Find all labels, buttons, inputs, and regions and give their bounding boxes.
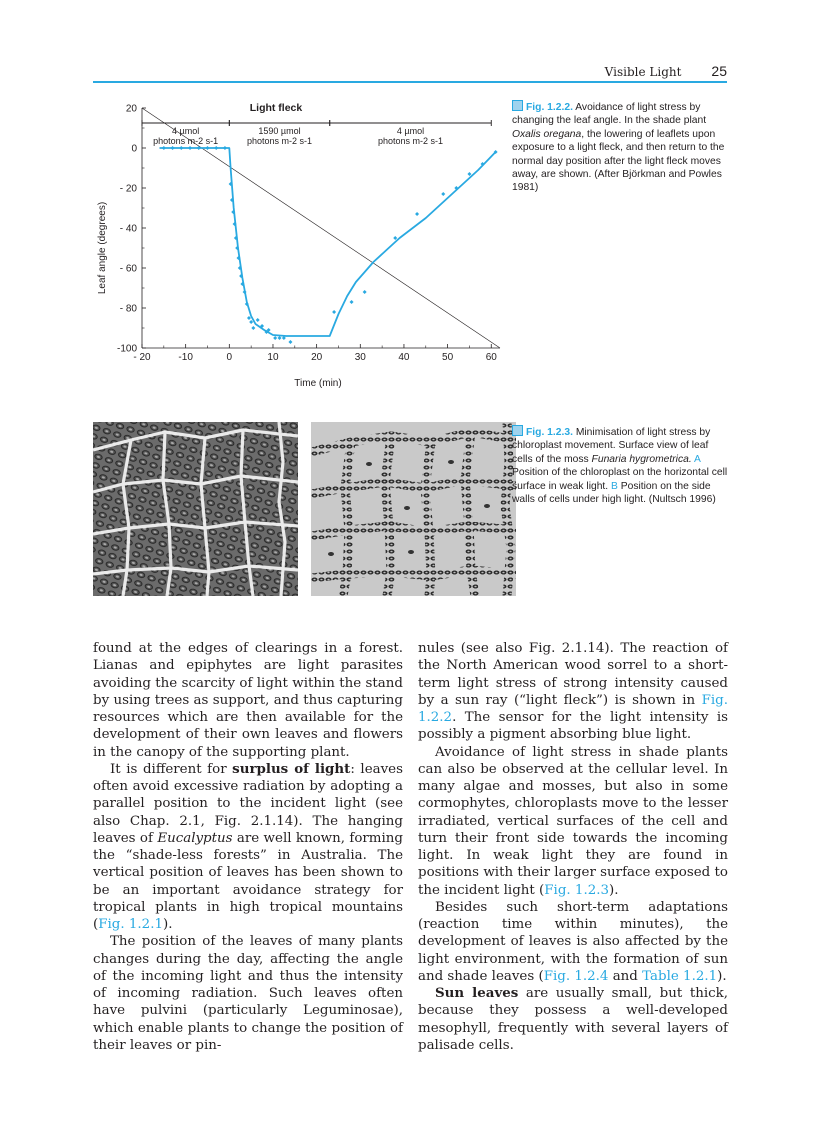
data-point xyxy=(256,318,260,322)
y-tick-label: 0 xyxy=(131,143,137,155)
link-fig-1-2-2[interactable]: Fig. 1.2.2 xyxy=(418,692,728,725)
left-paragraph-3: The position of the leaves of many plants changes during the day, affecting the angle of the incoming light and thus the intensity of incoming radiation. Such leaves often have pulvini (particularly Leguminosae), which enable plants to change the position of their leaves or pin- xyxy=(93,934,403,1053)
fitted-curve xyxy=(160,148,496,336)
data-point xyxy=(247,316,251,320)
period-label-after: 4 µmol xyxy=(396,126,425,136)
link-fig-1-2-1[interactable]: Fig. 1.2.1 xyxy=(98,917,163,932)
left-paragraph-1: found at the edges of clearings in a forest. Lianas and epiphytes are light parasites avoiding the scarcity of light within the stand by using trees as support, and thus capturing resources which are then available for the development of their own leaves and flowers in the canopy of the supporting plant. xyxy=(93,641,403,760)
data-point xyxy=(288,340,292,344)
data-point xyxy=(223,146,227,150)
y-tick-label: 20 xyxy=(125,103,137,115)
link-table-1-2-1[interactable]: Table 1.2.1 xyxy=(642,968,718,984)
data-point xyxy=(481,162,485,166)
right-p3-text-b: ). xyxy=(717,968,727,984)
data-point xyxy=(278,336,282,340)
y-tick-label: - 60 xyxy=(119,263,137,275)
data-point xyxy=(179,146,183,150)
right-p3-text-mid: and xyxy=(608,968,643,984)
period-unit-before: photons m-2 s-1 xyxy=(153,136,219,146)
data-point xyxy=(441,192,445,196)
data-point xyxy=(162,146,166,150)
y-tick-label: - 20 xyxy=(119,183,137,195)
reference-diagonal-line xyxy=(142,108,500,348)
data-point xyxy=(214,146,218,150)
period-unit-after: photons m-2 s-1 xyxy=(377,136,444,146)
fig-1-2-3-species: Funaria hygrometrica. xyxy=(591,453,692,465)
right-p3-text-a: Besides such short-term adaptations (reaction time within minutes), the development of leaves is also affected by the light environment, with the formation of sun and shade leaves ( xyxy=(418,899,728,984)
left-p2-text-a: It is different for xyxy=(110,761,233,777)
y-axis-label: Leaf angle (degrees) xyxy=(97,201,108,295)
right-paragraph-3 xyxy=(418,899,728,985)
page-number: 25 xyxy=(711,63,727,79)
data-point xyxy=(393,236,397,240)
right-p4-bold: Sun leaves xyxy=(435,985,519,1001)
fig-1-2-3-label-b: B xyxy=(611,480,618,492)
period-unit-fleck: photons m-2 s-1 xyxy=(247,136,313,146)
x-tick-label: - 20 xyxy=(133,352,151,363)
running-head-section: Visible Light xyxy=(604,65,682,79)
period-label-fleck: 1590 µmol xyxy=(258,126,301,136)
fig-1-2-3-text-a: Minimisation of light stress by chloroplast movement. Surface view of leaf cells of the moss xyxy=(512,427,711,465)
right-p2-text-b: ). xyxy=(609,882,619,898)
x-tick-label: 10 xyxy=(267,352,279,363)
fig-1-2-2-label: Fig. 1.2.2. xyxy=(526,102,573,113)
fig-1-2-2-text-b: , the lowering of leaflets upon exposure to a light fleck, and then return to the normal day position after the light fleck moves away, are shown. (After Björkman and Powles 1981) xyxy=(512,128,725,194)
y-tick-label: - 40 xyxy=(119,223,137,235)
figure-marker-icon xyxy=(512,425,523,436)
fig-1-2-2-text-a: Avoidance of light stress by changing the leaf angle. In the shade plant xyxy=(512,102,707,127)
data-point xyxy=(188,146,192,150)
period-label-before: 4 µmol xyxy=(172,126,200,136)
chart-title: Light fleck xyxy=(249,102,303,114)
right-paragraph-2 xyxy=(418,744,728,899)
data-point xyxy=(251,326,255,330)
data-point xyxy=(171,146,175,150)
running-head xyxy=(605,63,727,79)
fig-1-2-3-label: Fig. 1.2.3. xyxy=(526,427,573,438)
left-p2-italic: Eucalyptus xyxy=(157,830,233,846)
x-tick-label: 50 xyxy=(442,352,454,363)
x-tick-label: 30 xyxy=(354,352,366,363)
link-fig-1-2-4[interactable]: Fig. 1.2.4 xyxy=(543,968,609,984)
data-point xyxy=(205,146,209,150)
right-paragraph-4 xyxy=(418,985,728,1054)
left-p2-bold: surplus of light xyxy=(232,760,351,777)
x-tick-label: 60 xyxy=(485,352,497,363)
body-column-left xyxy=(93,640,403,1054)
measured-points-group xyxy=(162,146,498,344)
data-point xyxy=(415,212,419,216)
data-point xyxy=(332,310,336,314)
right-p4-text-a: are usually small, but thick, because they possess a well-developed mesophyll, frequently with several layers of palisade cells. xyxy=(418,986,728,1053)
body-column-right xyxy=(418,640,728,1054)
photo-a-weak-light xyxy=(93,422,298,596)
x-tick-label: 40 xyxy=(398,352,410,363)
data-point xyxy=(197,146,201,150)
right-paragraph-1 xyxy=(418,640,728,744)
data-point xyxy=(273,336,277,340)
data-point xyxy=(467,172,471,176)
leaf-angle-chart xyxy=(90,92,505,397)
photo-b-high-light xyxy=(311,422,516,596)
y-tick-label: - 80 xyxy=(119,303,137,315)
fig-1-2-2-caption xyxy=(512,100,728,195)
right-p1-text-a: nules (see also Fig. 2.1.14). The reaction of the North American wood sorrel to a short-term light stress of strong intensity caused by a sun ray (“light fleck”) is shown in xyxy=(418,641,728,708)
x-tick-label: -10 xyxy=(178,352,193,363)
fig-1-2-3-text-b: Position of the chloroplast on the horizontal cell surface in weak light. xyxy=(512,467,728,492)
left-p2-text-c: are well known, forming the “shade-less forests” in Australia. The vertical position of leaves has been shown to be an important avoidance strategy for tropical plants in high tropical mountains ( xyxy=(93,830,403,932)
left-p2-text-b: : leaves often avoid excessive radiation by adopting a parallel position to the incident light (see also Chap. 2.1, Fig. 2.1.14). The hanging leaves of xyxy=(93,761,403,846)
fig-1-2-3-caption xyxy=(512,425,728,506)
x-tick-label: 20 xyxy=(311,352,323,363)
data-point xyxy=(363,290,367,294)
x-axis-label: Time (min) xyxy=(294,378,342,389)
figure-marker-icon xyxy=(512,100,523,111)
fig-1-2-2-species: Oxalis oregana xyxy=(512,128,582,140)
x-tick-label: 0 xyxy=(226,352,233,363)
link-fig-1-2-3[interactable]: Fig. 1.2.3 xyxy=(544,882,609,898)
left-paragraph-2 xyxy=(93,761,403,934)
left-p2-text-d: ). xyxy=(162,917,173,932)
chart-axes xyxy=(117,104,500,364)
data-point xyxy=(350,300,354,304)
header-rule xyxy=(93,81,727,83)
reference-line-group xyxy=(142,108,500,348)
right-p2-text-a: Avoidance of light stress in shade plants can also be observed at the cellular level. In many algae and mosses, but also in some cormophytes, chloroplasts move to the lesser irradiated, vertical surfaces of the cell and turn their front side towards the incoming light. In weak light they are found in positions with their larger surface exposed to the incident light ( xyxy=(418,744,728,898)
fitted-curve-group xyxy=(160,148,496,336)
fig-1-2-3-label-a: A xyxy=(694,453,701,465)
fig-1-2-3-text-c: Position on the side walls of cells under high light. (Nultsch 1996) xyxy=(512,480,716,506)
right-p1-text-b: . The sensor for the light intensity is possibly a pigment absorbing blue light. xyxy=(418,710,728,743)
data-point xyxy=(249,320,253,324)
y-tick-label: -100 xyxy=(116,343,137,355)
